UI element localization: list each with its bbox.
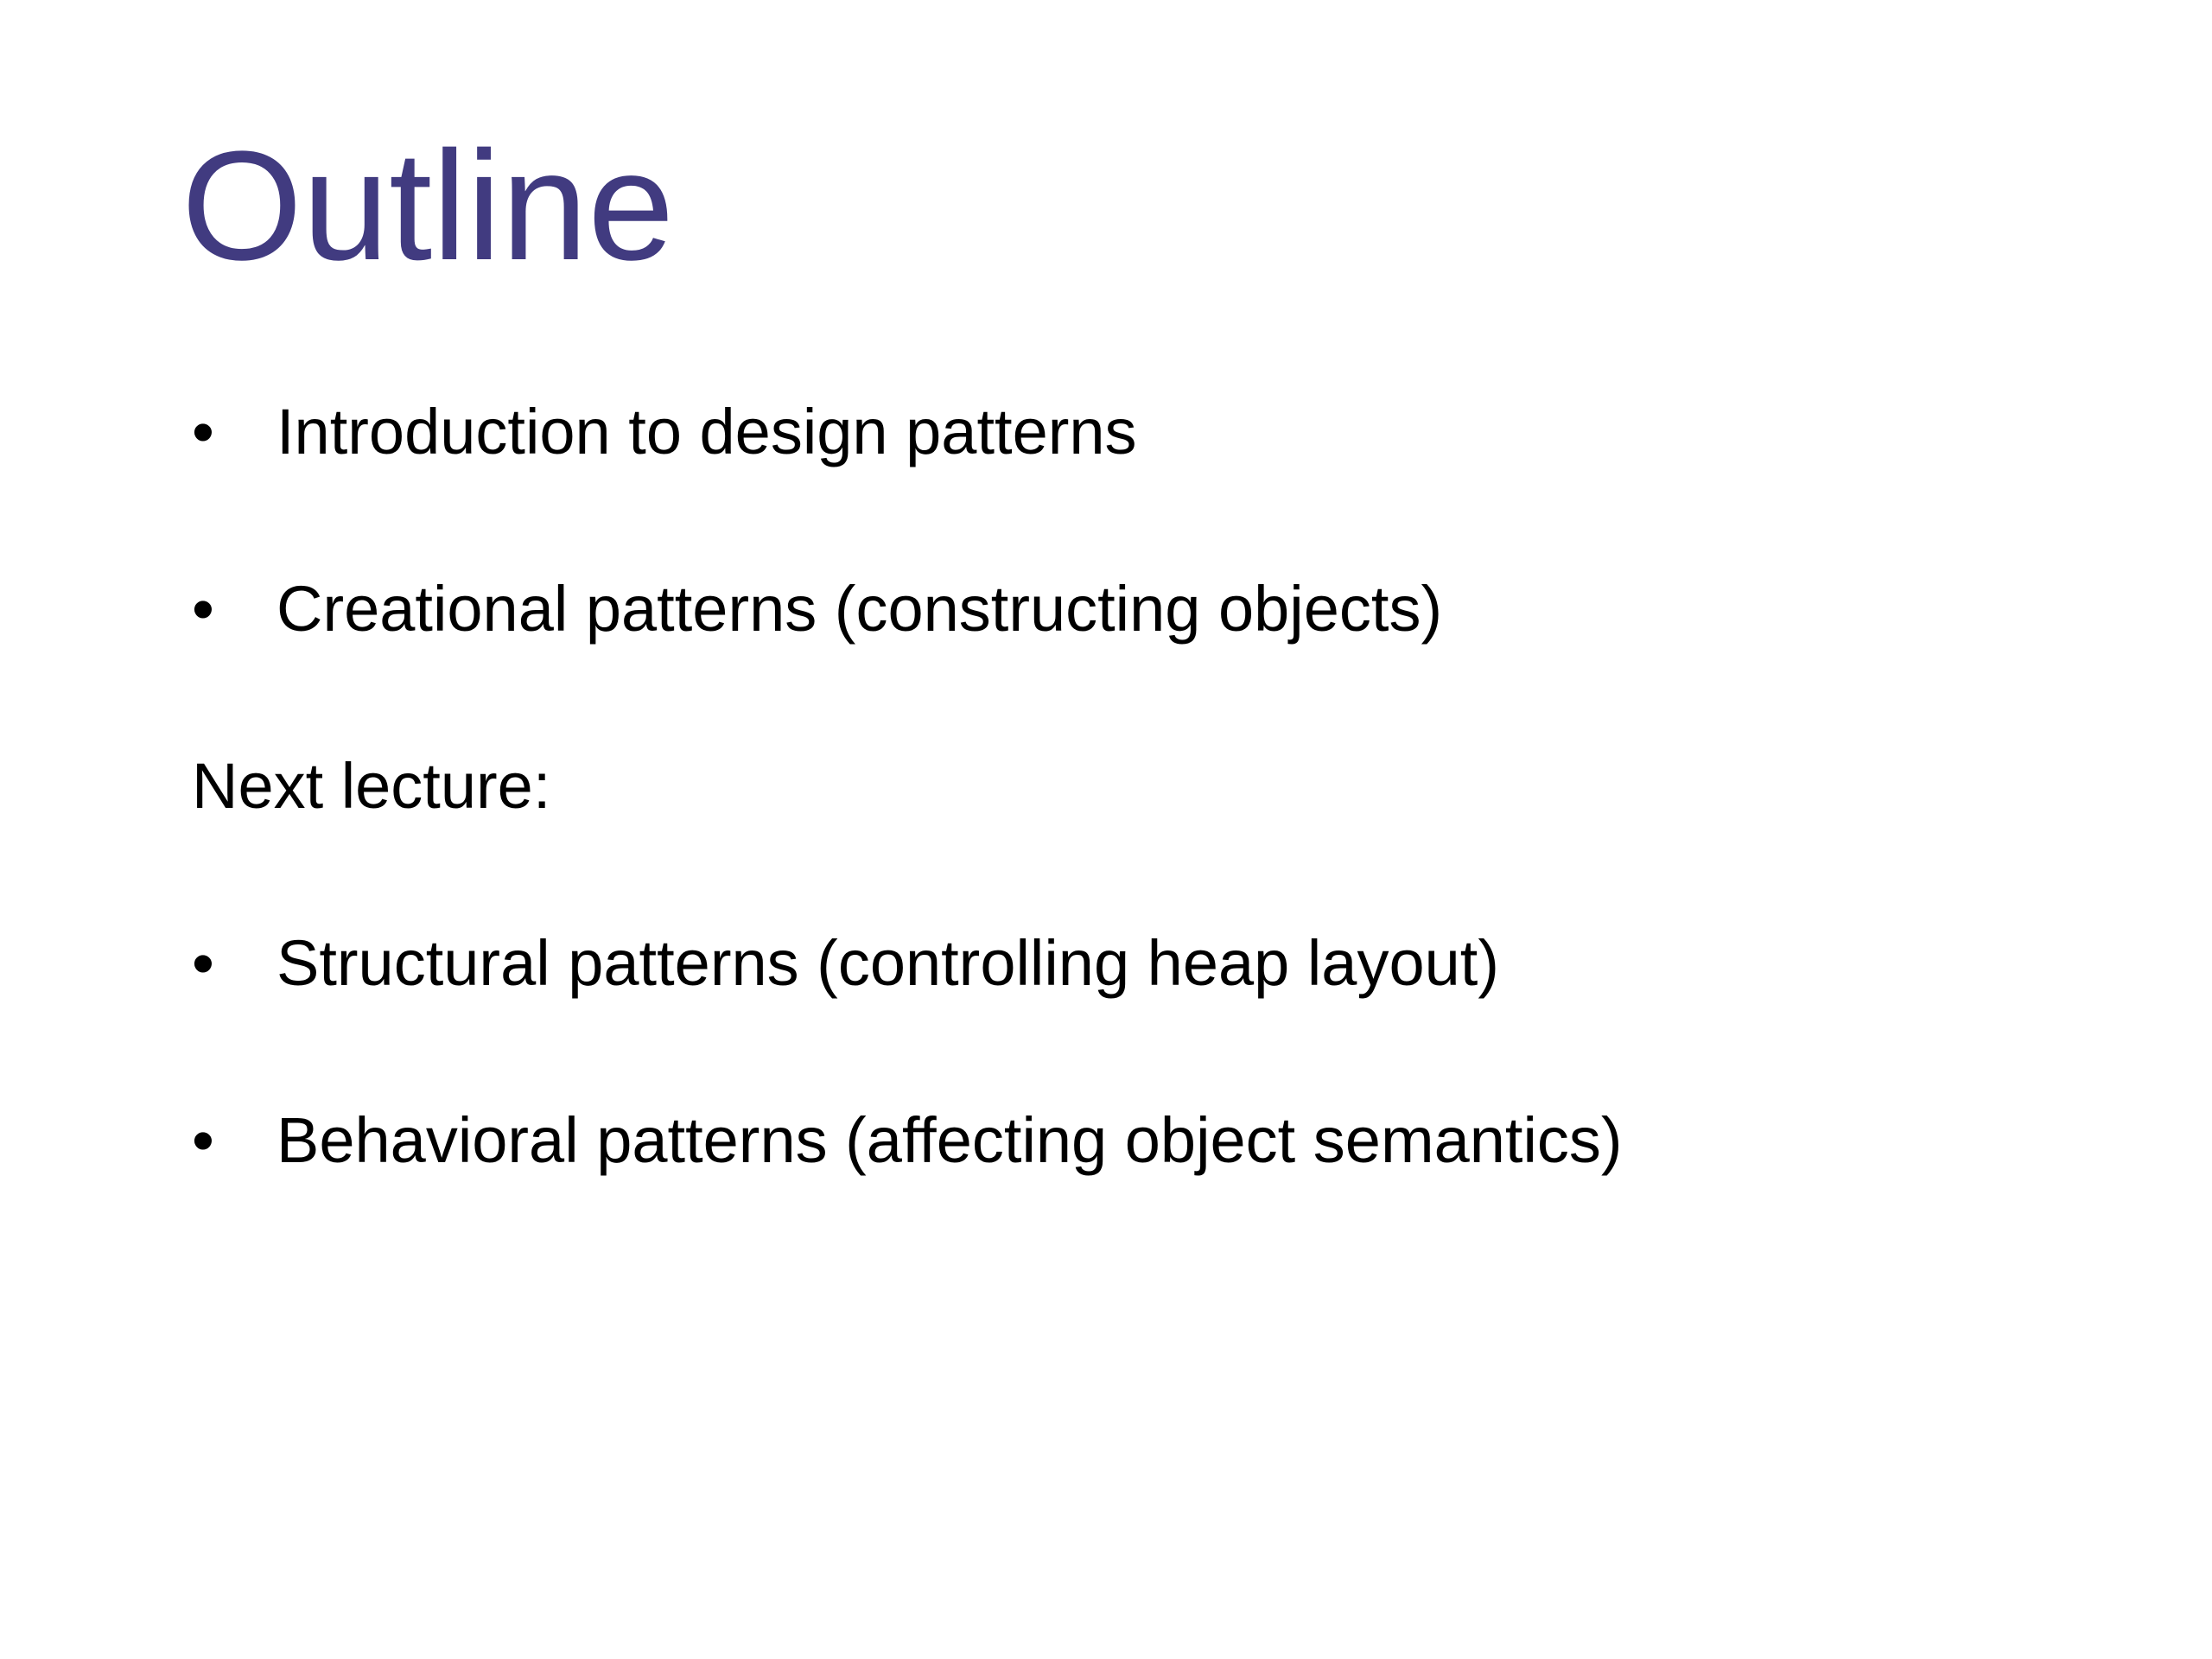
plain-line xyxy=(192,747,550,825)
bullet-dot-icon: • xyxy=(192,927,214,999)
bullet-dot-icon: • xyxy=(192,1104,214,1176)
bullet-item xyxy=(192,393,1137,471)
bullet-dot-icon: • xyxy=(192,396,214,467)
bullet-item-label: Structural patterns (controlling heap layout) xyxy=(276,927,1499,999)
bullet-item xyxy=(192,925,1499,1002)
plain-line-label: Next lecture: xyxy=(192,750,551,822)
slide-title: Outline xyxy=(181,119,675,293)
bullet-dot-icon: • xyxy=(192,573,214,645)
bullet-item xyxy=(192,570,1442,648)
bullet-item-label: Behavioral patterns (affecting object semantics) xyxy=(276,1104,1623,1176)
bullet-item-label: Creational patterns (constructing objects) xyxy=(276,573,1443,645)
bullet-item-label: Introduction to design patterns xyxy=(276,396,1137,467)
bullet-item xyxy=(192,1102,1623,1179)
